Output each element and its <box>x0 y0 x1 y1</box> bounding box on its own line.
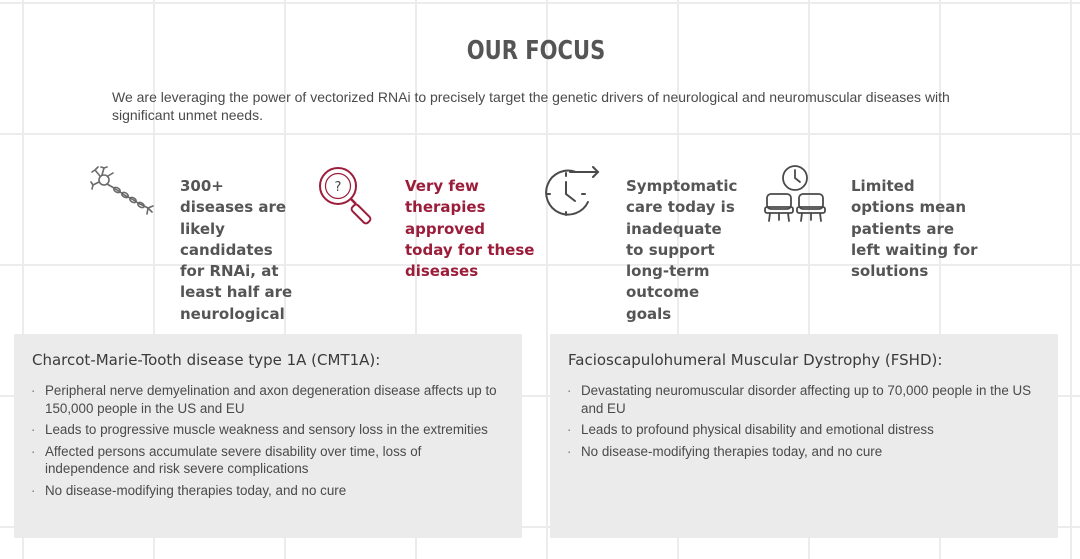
feature-text-therapies: Very few therapies approved today for these diseases <box>405 177 535 281</box>
cmt1a-title: Charcot-Marie-Tooth disease type 1A (CMT1A): <box>32 351 381 369</box>
intro-text: We are leveraging the power of vectorized RNAi to precisely target the genetic drivers of neurological and neuromuscular diseases with significant unmet needs. <box>112 89 950 123</box>
feature-text-limited-options: Limited options mean patients are left waiting for solutions <box>851 177 978 281</box>
cmt1a-panel <box>14 334 522 538</box>
list-item: · Leads to progressive muscle weakness and sensory loss in the extremities <box>31 422 488 437</box>
neuron-icon <box>90 166 156 216</box>
bullet-icon: · <box>31 482 36 498</box>
fshd-list <box>564 382 1038 464</box>
bullet-icon: · <box>567 443 572 459</box>
list-item: · No disease-modifying therapies today, and no cure <box>31 482 347 498</box>
bullet-icon: · <box>567 422 572 437</box>
feature-text-diseases: 300+ diseases are likely candidates for RNAi, at least half are neurological <box>180 177 293 323</box>
bullet-icon: · <box>567 383 572 398</box>
feature-text-symptomatic: Symptomatic care today is inadequate to support long-term outcome goals <box>626 177 738 323</box>
list-item: · Leads to profound physical disability and emotional distress <box>567 422 934 437</box>
list-item: · Peripheral nerve demyelination and axon degeneration disease affects up to 150,000 people in the US and EU <box>31 383 497 416</box>
page-title: OUR FOCUS <box>466 36 606 66</box>
clock-arrow-icon <box>540 166 602 220</box>
list-item: · Affected persons accumulate severe disability over time, loss of independence and risk severe complications <box>31 443 422 476</box>
cmt1a-list <box>28 382 502 503</box>
clock-waiting-chairs-icon <box>762 164 828 228</box>
bullet-icon: · <box>31 422 36 437</box>
bullet-icon: · <box>31 443 36 459</box>
svg-text:?: ? <box>334 180 342 195</box>
fshd-panel <box>550 334 1058 538</box>
list-item: · Devastating neuromuscular disorder affecting up to 70,000 people in the US and EU <box>567 383 1032 416</box>
list-item: · No disease-modifying therapies today, and no cure <box>567 443 883 459</box>
magnifier-question-icon <box>316 164 380 228</box>
bullet-icon: · <box>31 383 36 398</box>
fshd-title: Facioscapulohumeral Muscular Dystrophy (FSHD): <box>568 351 943 369</box>
